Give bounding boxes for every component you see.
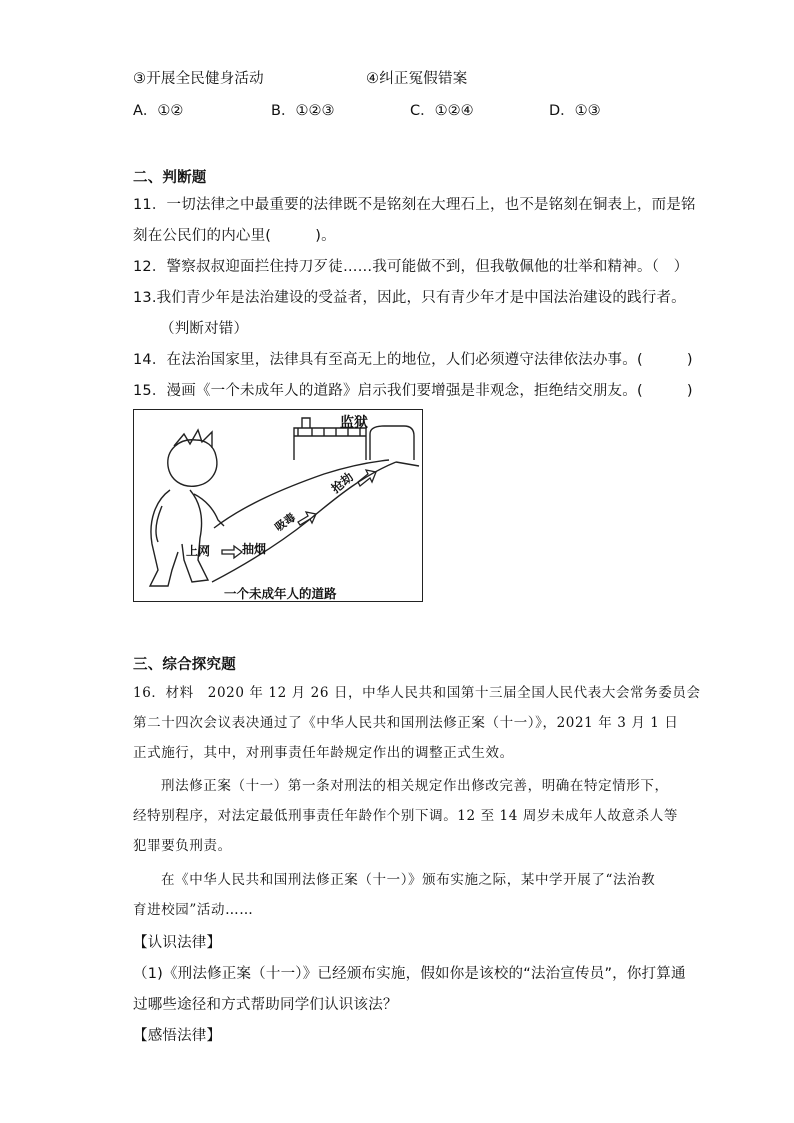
question-13-line1: 13.我们青少年是法治建设的受益者，因此，只有青少年才是中国法治建设的践行者。 (133, 290, 686, 306)
material-p1-line2: 第二十四次会议表决通过了《中华人民共和国刑法修正案（十一）》，2021 年 3 月 1 日 (133, 715, 679, 731)
heading-know-law: 【认识法律】 (133, 935, 222, 951)
comic-illustration (133, 409, 423, 602)
choice-b[interactable]: B．①②③ (271, 103, 335, 119)
question-15: 15．漫画《一个未成年人的道路》启示我们要增强是非观念，拒绝结交朋友。( ) (133, 383, 693, 399)
material-p3-line2: 育进校园”活动…… (133, 902, 254, 918)
comic-drawing (134, 410, 423, 602)
comic-caption: 一个未成年人的道路 (224, 586, 337, 601)
heading-feel-law: 【感悟法律】 (133, 1028, 222, 1044)
material-p3-line1: 在《中华人民共和国刑法修正案（十一）》颁布实施之际，某中学开展了“法治教 (161, 872, 656, 888)
material-p1-line1: 16．材料 2020 年 12 月 26 日，中华人民共和国第十三届全国人民代表大会常务委员会 (133, 685, 701, 701)
road-label-internet: 上网 (186, 544, 211, 558)
prison-label: 监狱 (340, 415, 368, 431)
question-14: 14．在法治国家里，法律具有至高无上的地位，人们必须遵守法律依法办事。( ) (133, 352, 693, 368)
choice-a[interactable]: A．①② (133, 103, 184, 119)
choice-d[interactable]: D．①③ (549, 103, 601, 119)
material-p1-line3: 正式施行，其中，对刑事责任年龄规定作出的调整正式生效。 (133, 745, 514, 761)
choice-c[interactable]: C．①②④ (410, 103, 474, 119)
option-4: ④纠正冤假错案 (366, 71, 468, 87)
section-title-judgement: 二、判断题 (133, 170, 207, 186)
section-title-inquiry: 三、综合探究题 (133, 657, 236, 673)
question-13-line2: （判断对错） (160, 321, 249, 337)
question-1-line2: 过哪些途径和方式帮助同学们认识该法？ (133, 997, 398, 1013)
question-11-line1: 11．一切法律之中最重要的法律既不是铭刻在大理石上，也不是铭刻在铜表上，而是铭 (133, 197, 696, 213)
road-label-smoking: 抽烟 (242, 542, 267, 556)
material-p2-line1: 刑法修正案（十一）第一条对刑法的相关规定作出修改完善，明确在特定情形下， (161, 778, 669, 794)
road-label-drugs: 吸毒 (272, 510, 299, 535)
question-12: 12．警察叔叔迎面拦住持刀歹徒……我可能做不到，但我敬佩他的壮举和精神。（ ） (133, 259, 689, 275)
material-p2-line2: 经特别程序，对法定最低刑事责任年龄作个别下调。12 至 14 周岁未成年人故意杀人等 (133, 808, 678, 824)
option-3: ③开展全民健身活动 (133, 71, 264, 87)
question-1-line1: （1)《刑法修正案（十一）》已经颁布实施，假如你是该校的“法治宣传员”，你打算通 (133, 966, 686, 982)
material-p2-line3: 犯罪要负刑责。 (133, 838, 232, 854)
question-11-line2: 刻在公民们的内心里( )。 (133, 228, 336, 244)
road-label-robbery: 抢劫 (328, 469, 357, 496)
